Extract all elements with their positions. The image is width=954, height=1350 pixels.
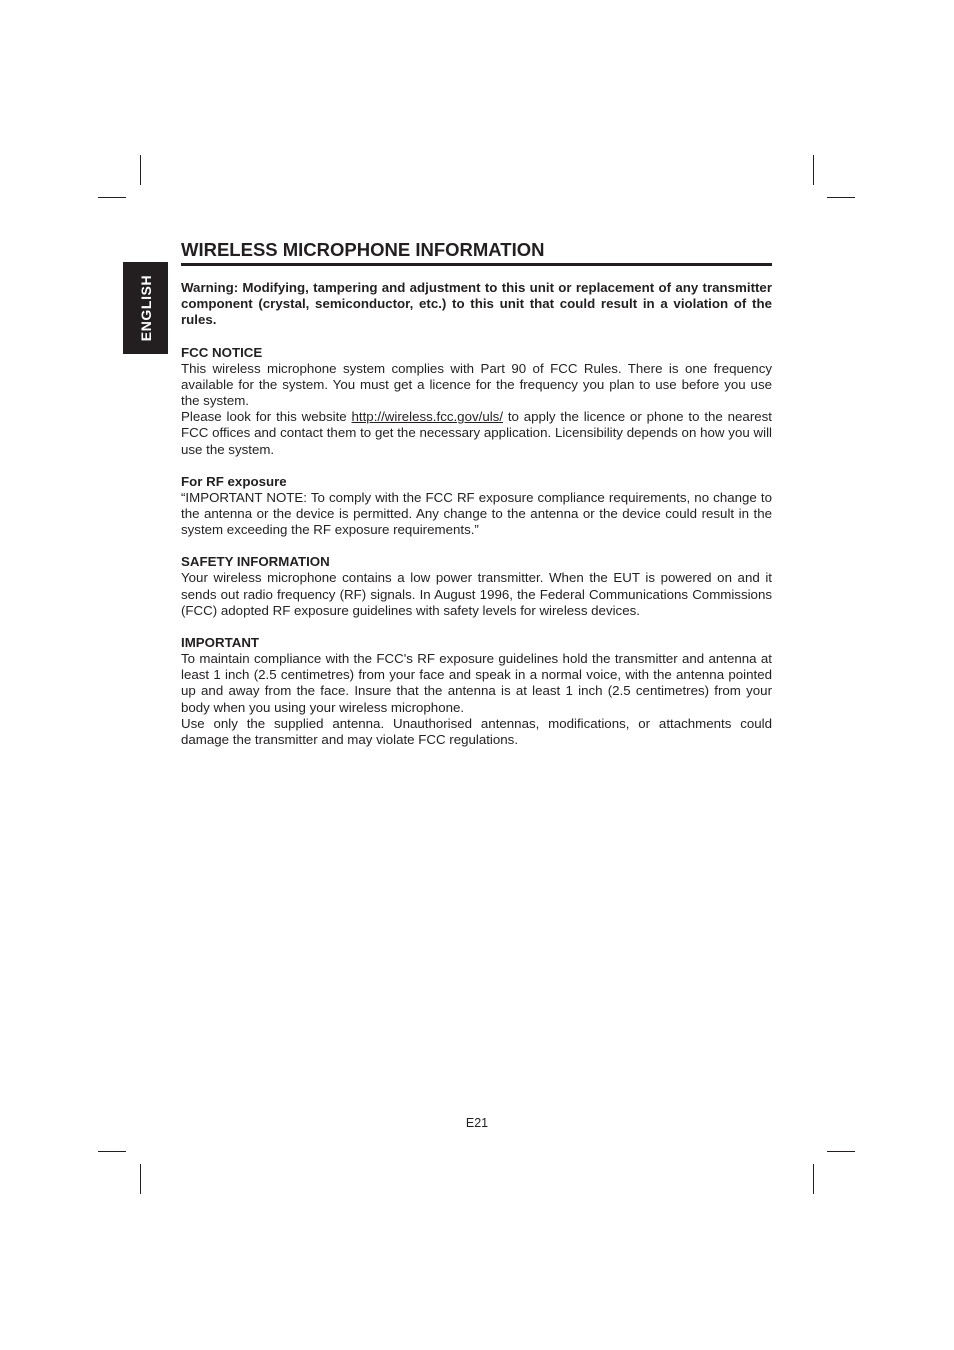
rf-exposure-heading: For RF exposure xyxy=(181,473,287,489)
fcc-notice-paragraph-2-start: Please look for this website xyxy=(181,409,352,425)
rf-exposure-paragraph: “IMPORTANT NOTE: To comply with the FCC RF exposure compliance requirements, no change to the antenna or the device is permitted. Any change to the antenna or the device could result in the system exceeding the RF exposure requirements.” xyxy=(181,489,772,538)
crop-mark-bottom-left-horizontal xyxy=(98,1151,126,1152)
crop-mark-bottom-right-vertical xyxy=(813,1164,814,1194)
crop-mark-top-left-horizontal xyxy=(98,197,126,198)
important-heading: IMPORTANT xyxy=(181,635,260,651)
crop-mark-top-right-vertical xyxy=(813,155,814,185)
crop-mark-top-right-horizontal xyxy=(827,197,855,198)
important-paragraph-2: Use only the supplied antenna. Unauthorised antennas, modifications, or attachments could damage the transmitter and may violate FCC regulations. xyxy=(181,715,772,748)
important-paragraph-1: To maintain compliance with the FCC's RF exposure guidelines hold the transmitter and antenna at least 1 inch (2.5 centimetres) from your face and speak in a normal voice, with the antenna pointed up and away from the face. Insure that the antenna is at least 1 inch (2.5 centimetres) from your body when you using your wireless microphone. xyxy=(181,651,772,715)
safety-information-paragraph: Your wireless microphone contains a low power transmitter. When the EUT is powered on and it sends out radio frequency (RF) signals. In August 1996, the Federal Communications Commissions (FCC) adopted RF exposure guidelines with safety levels for wireless devices. xyxy=(181,570,772,618)
fcc-notice-paragraph-1: This wireless microphone system complies with Part 90 of FCC Rules. There is one frequency available for the system. You must get a licence for the frequency you plan to use before you use the system. xyxy=(181,360,772,409)
fcc-notice-section xyxy=(181,345,772,458)
fcc-notice-paragraph-2 xyxy=(181,409,772,458)
page-content xyxy=(181,238,772,748)
language-tab-label: ENGLISH xyxy=(137,274,154,342)
fcc-notice-paragraph-2-end: to apply the licence or phone to the nearest FCC offices and contact them to get the necessary application. Licensibility depends on how you will use the system. xyxy=(181,409,772,457)
page-title: WIRELESS MICROPHONE INFORMATION xyxy=(181,238,772,266)
fcc-website-link[interactable]: http://wireless.fcc.gov/uls/ xyxy=(351,409,504,425)
crop-mark-bottom-right-horizontal xyxy=(827,1151,855,1152)
crop-mark-bottom-left-vertical xyxy=(140,1164,141,1194)
safety-information-heading: SAFETY INFORMATION xyxy=(181,554,330,570)
important-section xyxy=(181,635,772,748)
page-number: E21 xyxy=(465,1116,489,1130)
rf-exposure-section xyxy=(181,474,772,539)
language-tab xyxy=(123,262,168,354)
crop-mark-top-left-vertical xyxy=(140,155,141,185)
safety-information-section xyxy=(181,554,772,619)
fcc-notice-heading: FCC NOTICE xyxy=(181,344,263,360)
warning-text: Warning: Modifying, tampering and adjustment to this unit or replacement of any transmitter component (crystal, semiconductor, etc.) to this unit that could result in a violation of the rules. xyxy=(181,280,772,328)
